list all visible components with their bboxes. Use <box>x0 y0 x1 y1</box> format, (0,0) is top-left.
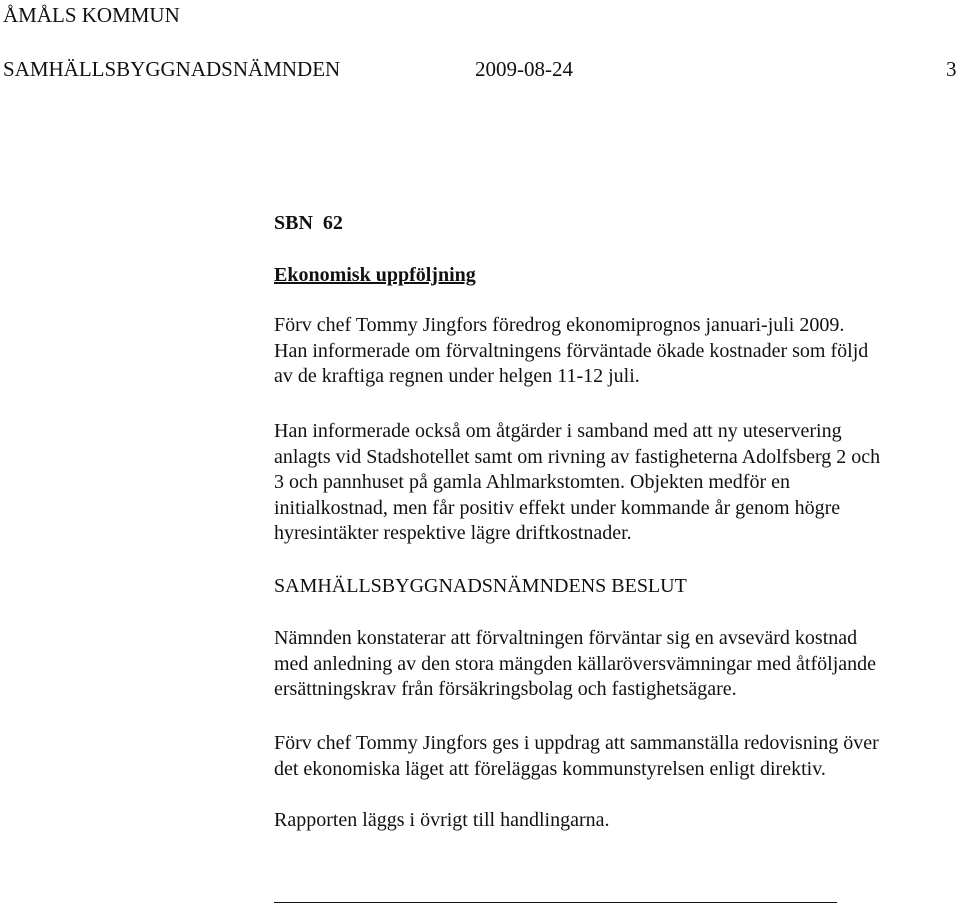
paragraph-line: hyresintäkter respektive lägre driftkostnader. <box>274 522 632 544</box>
decision-paragraph-report <box>274 808 958 834</box>
page-number: 3 <box>946 57 957 81</box>
paragraph-line: Rapporten läggs i övrigt till handlingarna. <box>274 809 610 831</box>
organization-name: ÅMÅLS KOMMUN <box>3 3 180 27</box>
section-title: Ekonomisk uppföljning <box>274 264 476 286</box>
paragraph-line: Förv chef Tommy Jingfors föredrog ekonomiprognos januari-juli 2009. <box>274 314 845 336</box>
document-date: 2009-08-24 <box>475 57 573 81</box>
committee-name: SAMHÄLLSBYGGNADSNÄMNDEN <box>3 57 341 81</box>
section-number: SBN 62 <box>274 212 343 234</box>
decision-paragraph-cost <box>274 626 958 703</box>
signature-line <box>274 902 837 903</box>
paragraph-line: det ekonomiska läget att föreläggas kommunstyrelsen enligt direktiv. <box>274 757 826 780</box>
paragraph-line: Förv chef Tommy Jingfors ges i uppdrag att sammanställa redovisning över <box>274 732 879 754</box>
paragraph-prognosis <box>274 313 958 390</box>
decision-heading: SAMHÄLLSBYGGNADSNÄMNDENS BESLUT <box>274 575 687 597</box>
paragraph-measures <box>274 419 958 547</box>
decision-paragraph-assignment <box>274 731 958 782</box>
paragraph-line: av de kraftiga regnen under helgen 11-12 juli. <box>274 365 640 387</box>
paragraph-line: med anledning av den stora mängden källaröversvämningar med åtföljande <box>274 652 877 675</box>
paragraph-line: Nämnden konstaterar att förvaltningen förväntar sig en avsevärd kostnad <box>274 627 858 649</box>
paragraph-line: Han informerade också om åtgärder i samband med att ny uteservering <box>274 420 842 442</box>
paragraph-line: 3 och pannhuset på gamla Ahlmarkstomten. Objekten medför en <box>274 471 790 493</box>
paragraph-line: Han informerade om förvaltningens förväntade ökade kostnader som följd <box>274 339 869 362</box>
paragraph-line: ersättningskrav från försäkringsbolag och fastighetsägare. <box>274 678 737 700</box>
paragraph-line: initialkostnad, men får positiv effekt under kommande år genom högre <box>274 496 841 519</box>
paragraph-line: anlagts vid Stadshotellet samt om rivning av fastigheterna Adolfsberg 2 och <box>274 445 881 468</box>
